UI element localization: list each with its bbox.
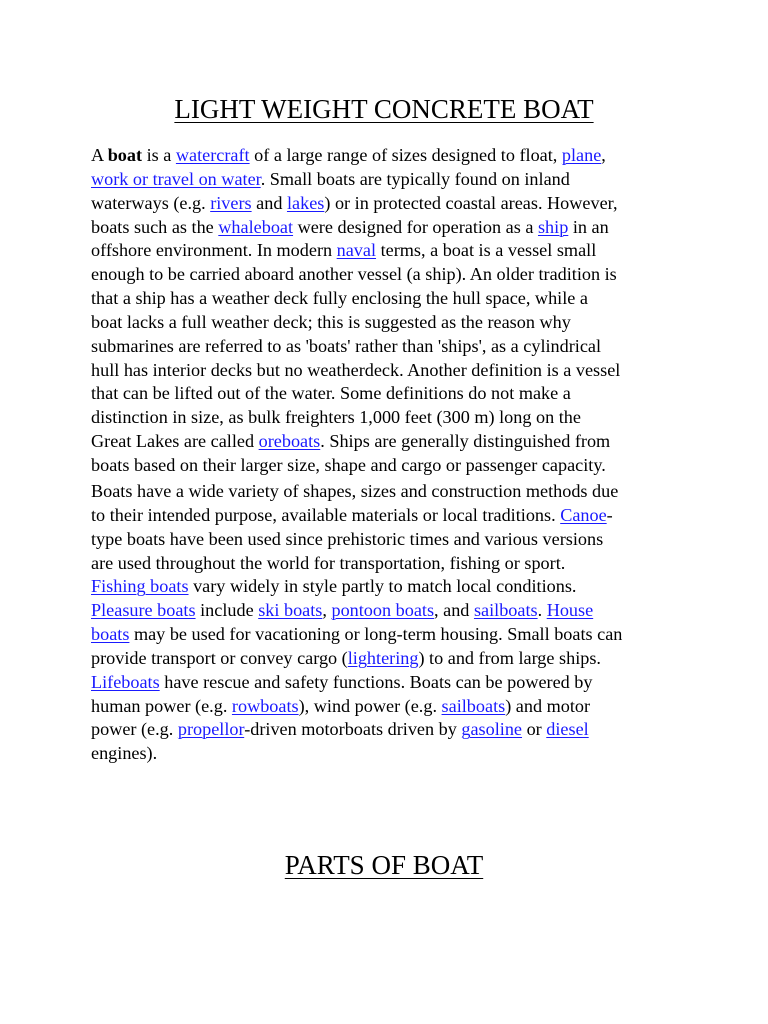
text-line: type boats have been used since prehistoric times and various versions [91,528,604,549]
link-house-boats[interactable]: House [546,600,594,621]
text-line: boats may be used for vacationing or long-term housing. Small boats can [91,624,623,645]
text-line: that a ship has a weather deck fully enclosing the hull space, while a [91,288,588,309]
text-line: boat lacks a full weather deck; this is suggested as the reason why [91,311,571,332]
link-whaleboat[interactable]: whaleboat [218,216,294,237]
bold-term-boat: boat [107,145,143,165]
link-sailboats[interactable]: sailboats [473,600,538,621]
link-lightering[interactable]: lightering [347,647,419,668]
text-line: submarines are referred to as 'boats' rather than 'ships', as a cylindrical [91,335,602,356]
link-lifeboats[interactable]: Lifeboats [91,671,160,692]
link-oreboats[interactable]: oreboats [258,431,321,452]
link-canoe[interactable]: Canoe [560,504,607,525]
link-fishing-boats[interactable]: Fishing boats [91,576,189,597]
link-naval[interactable]: naval [336,240,377,261]
document-title: LIGHT WEIGHT CONCRETE BOAT [174,94,594,124]
link-ski-boats[interactable]: ski boats [258,600,323,621]
link-diesel[interactable]: diesel [546,719,589,740]
text-line: that can be lifted out of the water. Some definitions do not make a [91,383,571,404]
text-line: boats such as the whaleboat were designed for operation as a ship in an [91,216,609,237]
text-line: waterways (e.g. rivers and lakes) or in protected coastal areas. However, [91,192,618,213]
link-house-boats-cont[interactable]: boats [91,624,130,645]
text-line: to their intended purpose, available materials or local traditions. Canoe- [91,504,613,525]
text-line: are used throughout the world for transportation, fishing or sport. [91,552,566,573]
link-gasoline[interactable]: gasoline [461,719,523,740]
link-rowboats[interactable]: rowboats [231,695,299,716]
text-line: offshore environment. In modern naval terms, a boat is a vessel small [91,240,597,261]
text-line: distinction in size, as bulk freighters 1,000 feet (300 m) long on the [91,407,581,428]
variety-paragraph [91,480,681,766]
text-line: provide transport or convey cargo (lightering) to and from large ships. [91,647,601,668]
link-plane[interactable]: plane [561,145,602,165]
text-line: Great Lakes are called oreboats. Ships are generally distinguished from [91,431,611,452]
text-line: work or travel on water. Small boats are typically found on inland [91,168,570,189]
text-line: Fishing boats vary widely in style partly to match local conditions. [91,576,577,597]
text-line: enough to be carried aboard another vessel (a ship). An older tradition is [91,264,617,285]
text-line: Pleasure boats include ski boats, pontoon boats, and sailboats. House [91,600,594,621]
section-heading-parts: PARTS OF BOAT [284,850,484,880]
text-line: Lifeboats have rescue and safety functions. Boats can be powered by [91,671,593,692]
text-line: power (e.g. propellor-driven motorboats driven by gasoline or diesel [91,719,589,740]
link-pontoon-boats[interactable]: pontoon boats [331,600,435,621]
text-line: A boat is a watercraft of a large range of sizes designed to float, plane, [91,145,606,165]
link-rivers[interactable]: rivers [210,192,252,213]
text-line: Boats have a wide variety of shapes, sizes and construction methods due [91,481,619,501]
link-watercraft[interactable]: watercraft [175,145,250,165]
link-sailboats-2[interactable]: sailboats [441,695,506,716]
link-propellor[interactable]: propellor [177,719,245,740]
link-work-or-travel-on-water[interactable]: work or travel on water [91,168,261,189]
text-line: human power (e.g. rowboats), wind power (e.g. sailboats) and motor [91,695,591,716]
text-line: boats based on their larger size, shape and cargo or passenger capacity. [91,454,606,475]
link-ship[interactable]: ship [537,216,569,237]
text-line: engines). [91,743,158,764]
intro-paragraph [91,144,681,478]
link-pleasure-boats[interactable]: Pleasure boats [91,600,196,621]
link-lakes[interactable]: lakes [286,192,325,213]
text-line: hull has interior decks but no weatherdeck. Another definition is a vessel [91,359,621,380]
